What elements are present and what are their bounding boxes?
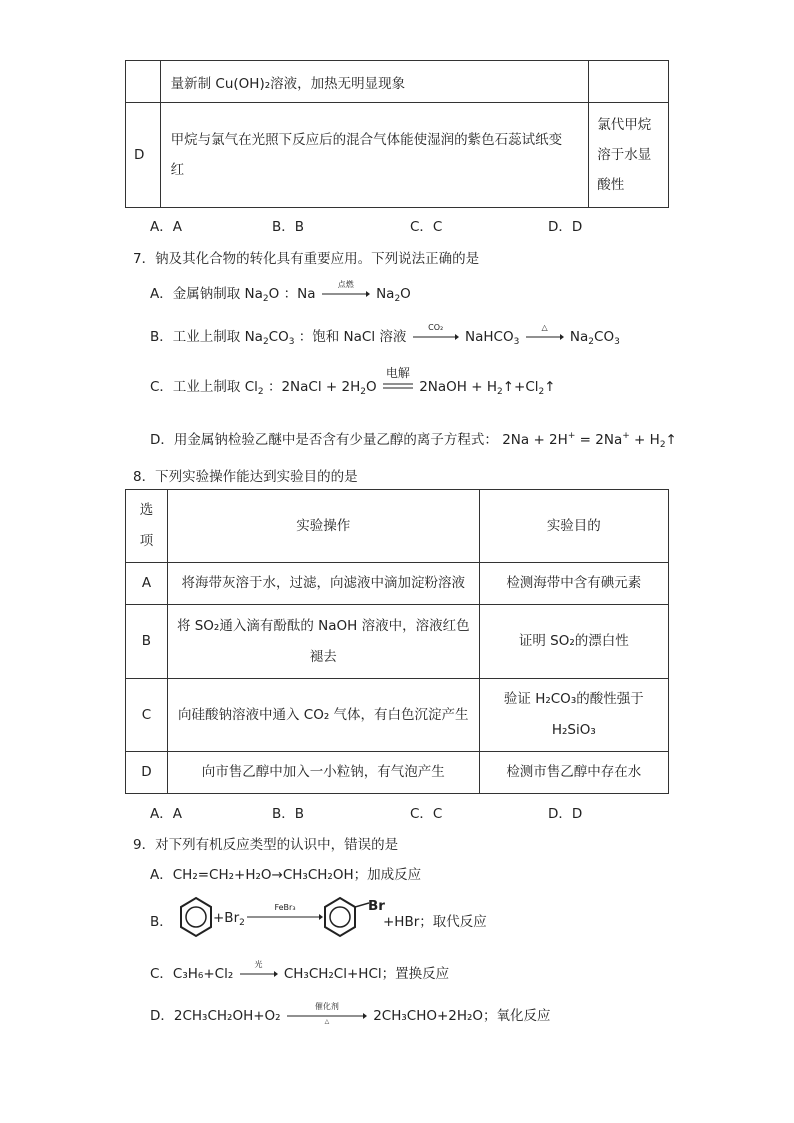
q6-concl-line: 酸性 (597, 177, 625, 193)
q7-d-equation: $2Na + 2H^+ = 2Na^+ + H_2↑$ (502, 431, 677, 450)
q9-b-label: B． (150, 914, 173, 930)
arrow-icon: CO₂ (413, 333, 459, 341)
q8-header-option: 选 项 (126, 490, 168, 563)
q9-option-c[interactable] (150, 962, 449, 982)
q7-option-d[interactable] (150, 428, 677, 450)
q8-row-goal: 检测市售乙醇中存在水 (479, 752, 668, 794)
q8-row-operation: 向市售乙醇中加入一小粒钠，有气泡产生 (167, 752, 479, 794)
option-c[interactable]: C．C (410, 219, 443, 235)
q7-b-text: B．工业上制取 (150, 329, 241, 345)
q7-a-colon: ：Na (283, 286, 316, 302)
q7-b-mid: ：饱和 NaCl 溶液 (298, 329, 407, 345)
option-a[interactable]: A．A (150, 806, 182, 822)
q8-title: 8．下列实验操作能达到实验目的的是 (133, 469, 358, 485)
q7-c-eq-left: ：2NaCl + $2H_2O$ (267, 379, 377, 397)
q7-b-product: $Na_2CO_3$ (569, 329, 620, 347)
q6-row-d-label: D (126, 103, 161, 208)
q9-option-a[interactable]: A．CH₂=CH₂+H₂O→CH₃CH₂OH；加成反应 (150, 867, 422, 883)
q7-c-eq-right: 2NaOH + $H_2↑+Cl_2↑$ (419, 379, 556, 397)
q7-a-text: A．金属钠制取 (150, 286, 241, 302)
q6-options (150, 215, 650, 233)
arrow-icon: 点燃 (322, 290, 370, 298)
q8-row-goal: 证明 SO₂的漂白性 (479, 605, 668, 679)
q8-row-label: B (126, 605, 168, 679)
q7-option-c[interactable] (150, 366, 556, 397)
q7-option-a[interactable] (150, 282, 411, 304)
electrolysis-equals-icon: 电解 (385, 366, 410, 380)
q9-c-left: C．C₃H₆+Cl₂ (150, 966, 234, 982)
option-d[interactable]: D．D (548, 219, 583, 235)
q8-table (125, 489, 669, 794)
q7-title: 7．钠及其化合物的转化具有重要应用。下列说法正确的是 (133, 251, 480, 267)
q6-row-d-op-line1: 甲烷与氯气在光照下反应后的混合气体能使湿润的紫色石蕊试纸变 (170, 132, 563, 148)
q9-b-br: Br (368, 898, 385, 914)
q6-row-d-op-line2: 红 (170, 162, 185, 178)
q7-a-formula: $Na_2O$ (244, 286, 280, 304)
q8-header-operation: 实验操作 (167, 490, 479, 563)
q6-table (125, 60, 669, 208)
q8-row-goal: 验证 H₂CO₃的酸性强于 H₂SiO₃ (479, 679, 668, 752)
q9-title: 9．对下列有机反应类型的认识中，错误的是 (133, 837, 399, 853)
arrow-icon: FeBr₃ (247, 907, 323, 921)
q7-c-text: C．工业上制取 (150, 379, 241, 395)
q8-row-label: A (126, 563, 168, 605)
q6-concl-line: 溶于水显 (597, 147, 652, 163)
option-a[interactable]: A．A (150, 219, 182, 235)
q7-c-formula: $Cl_2$ (244, 379, 264, 397)
option-b[interactable]: B．B (272, 806, 305, 822)
q8-options (150, 802, 650, 820)
q8-row-goal: 检测海带中含有碘元素 (479, 563, 668, 605)
q8-row-operation: 向硅酸钠溶液中通入 CO₂ 气体，有白色沉淀产生 (167, 679, 479, 752)
q8-row-operation: 将 SO₂通入滴有酚酞的 NaOH 溶液中，溶液红色 褪去 (167, 605, 479, 679)
arrow-icon: 催化剂 △ (287, 1012, 367, 1020)
q6-cell-empty (126, 61, 161, 103)
q8-row-label: C (126, 679, 168, 752)
q6-row-d-conclusion (589, 103, 669, 208)
arrow-icon: 光 (240, 970, 278, 978)
q7-a-product: $Na_2O$ (376, 286, 411, 304)
option-b[interactable]: B．B (272, 219, 305, 235)
q9-b-tail: +HBr；取代反应 (383, 914, 487, 930)
bond-line-icon (355, 901, 369, 909)
q6-row-d-operation (160, 103, 589, 208)
q7-d-text: D．用金属钠检验乙醚中是否含有少量乙醇的离子方程式： (150, 432, 498, 448)
q7-option-b[interactable] (150, 325, 620, 347)
option-d[interactable]: D．D (548, 806, 583, 822)
q7-b-formula: $Na_2CO_3$ (244, 329, 295, 347)
q9-option-d[interactable] (150, 1004, 551, 1024)
q8-row-operation: 将海带灰溶于水，过滤，向滤液中滴加淀粉溶液 (167, 563, 479, 605)
q6-cell-empty-right (589, 61, 669, 103)
benzene-ring-icon (322, 895, 358, 939)
q9-d-left: D．2CH₃CH₂OH+O₂ (150, 1008, 281, 1024)
option-c[interactable]: C．C (410, 806, 443, 822)
q6-row-c-operation: 量新制 Cu(OH)₂溶液，加热无明显现象 (160, 61, 589, 103)
q9-c-right: CH₃CH₂Cl+HCl；置换反应 (283, 966, 450, 982)
q6-concl-line: 氯代甲烷 (597, 117, 652, 133)
q9-b-reagent: $+Br_2$ (213, 910, 245, 928)
q8-header-goal: 实验目的 (479, 490, 668, 563)
arrow-icon: △ (526, 333, 564, 341)
q8-row-label: D (126, 752, 168, 794)
q7-b-nahco3: NaHCO$_3$ (465, 329, 520, 347)
q9-d-right: 2CH₃CHO+2H₂O；氧化反应 (373, 1008, 551, 1024)
benzene-ring-icon (178, 895, 214, 939)
